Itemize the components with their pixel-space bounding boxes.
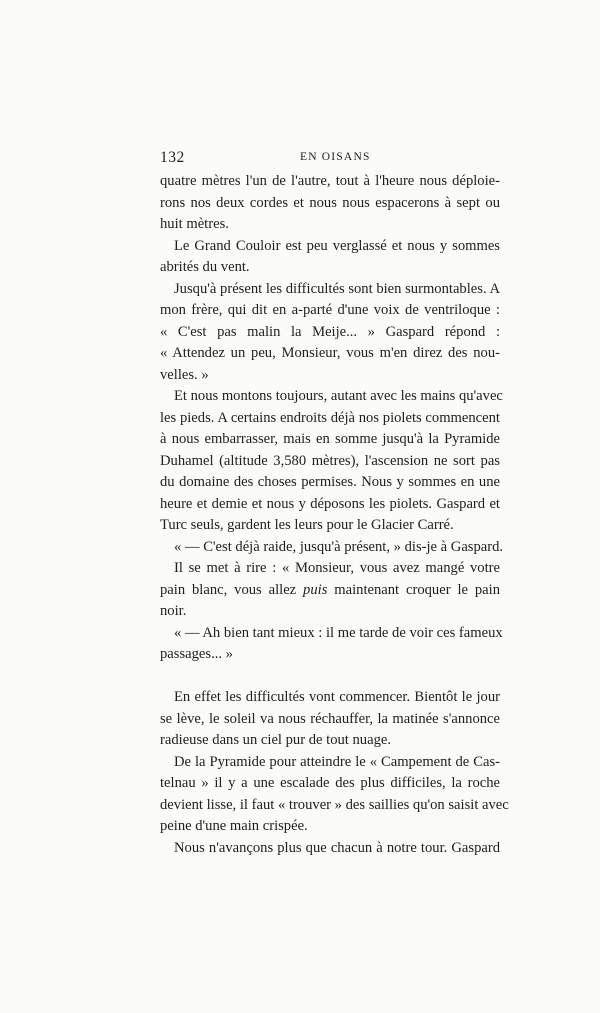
body-text <box>160 171 509 859</box>
text-line: Et nous montons toujours, autant avec les mains qu'avec <box>174 388 503 404</box>
running-head <box>160 149 500 167</box>
text-line: passages... » <box>160 646 233 662</box>
text-line: mon frère, qui dit en a-parté d'une voix de ventriloque : <box>160 302 500 318</box>
text-line: Le Grand Couloir est peu verglassé et nous y sommes <box>174 237 500 254</box>
text-line: du domaine des choses permises. Nous y sommes en une <box>160 474 500 490</box>
text-line: Nous n'avançons plus que chacun à notre tour. Gaspard <box>174 839 500 856</box>
text-line: « Attendez un peu, Monsieur, vous m'en direz des nou- <box>160 345 500 361</box>
text-line: peine d'une main crispée. <box>160 818 308 834</box>
text-line: Turc seuls, gardent les leurs pour le Glacier Carré. <box>160 517 454 533</box>
text-line: « — C'est déjà raide, jusqu'à présent, » dis-je à Gaspard. <box>174 538 504 555</box>
paragraph-gap <box>160 666 500 688</box>
text-segment: maintenant croquer le pain <box>327 581 500 598</box>
text-line: De la Pyramide pour atteindre le « Campement de Cas- <box>174 753 500 770</box>
text-line: En effet les difficultés vont commencer. Bientôt le jour <box>174 689 500 705</box>
text-line: les pieds. A certains endroits déjà nos piolets commencent <box>160 409 500 426</box>
text-line: à nous embarrasser, mais en somme jusqu'à la Pyramide <box>160 431 500 447</box>
text-line: « C'est pas malin la Meije... » Gaspard répond : <box>160 323 500 340</box>
text-line: quatre mètres l'un de l'autre, tout à l'heure nous déploie- <box>160 173 500 189</box>
italic-word: puis <box>303 581 328 598</box>
text-line: Jusqu'à présent les difficultés sont bien surmontables. A <box>174 280 500 297</box>
text-line: Duhamel (altitude 3,580 mètres), l'ascension ne sort pas <box>160 452 500 469</box>
text-segment: pain blanc, vous allez <box>160 581 304 598</box>
text-line: noir. <box>160 603 187 619</box>
text-line <box>160 580 500 602</box>
page-number: 132 <box>160 149 185 166</box>
running-title: EN OISANS <box>300 151 371 163</box>
text-line: heure et demie et nous y déposons les piolets. Gaspard et <box>160 495 500 512</box>
text-line: « — Ah bien tant mieux : il me tarde de voir ces fameux <box>174 624 503 641</box>
text-line: velles. » <box>160 366 209 383</box>
text-line: rons nos deux cordes et nous nous espacerons à sept ou <box>160 194 500 211</box>
text-line: devient lisse, il faut « trouver » des saillies qu'on saisit avec <box>160 796 509 813</box>
text-line: Il se met à rire : « Monsieur, vous avez mangé votre <box>174 560 500 576</box>
text-line: huit mètres. <box>160 216 229 232</box>
text-line: se lève, le soleil va nous réchauffer, la matinée s'annonce <box>160 710 500 727</box>
text-line: abrités du vent. <box>160 259 250 275</box>
text-line: telnau » il y a une escalade des plus difficiles, la roche <box>160 775 500 791</box>
text-line: radieuse dans un ciel pur de tout nuage. <box>160 732 391 748</box>
